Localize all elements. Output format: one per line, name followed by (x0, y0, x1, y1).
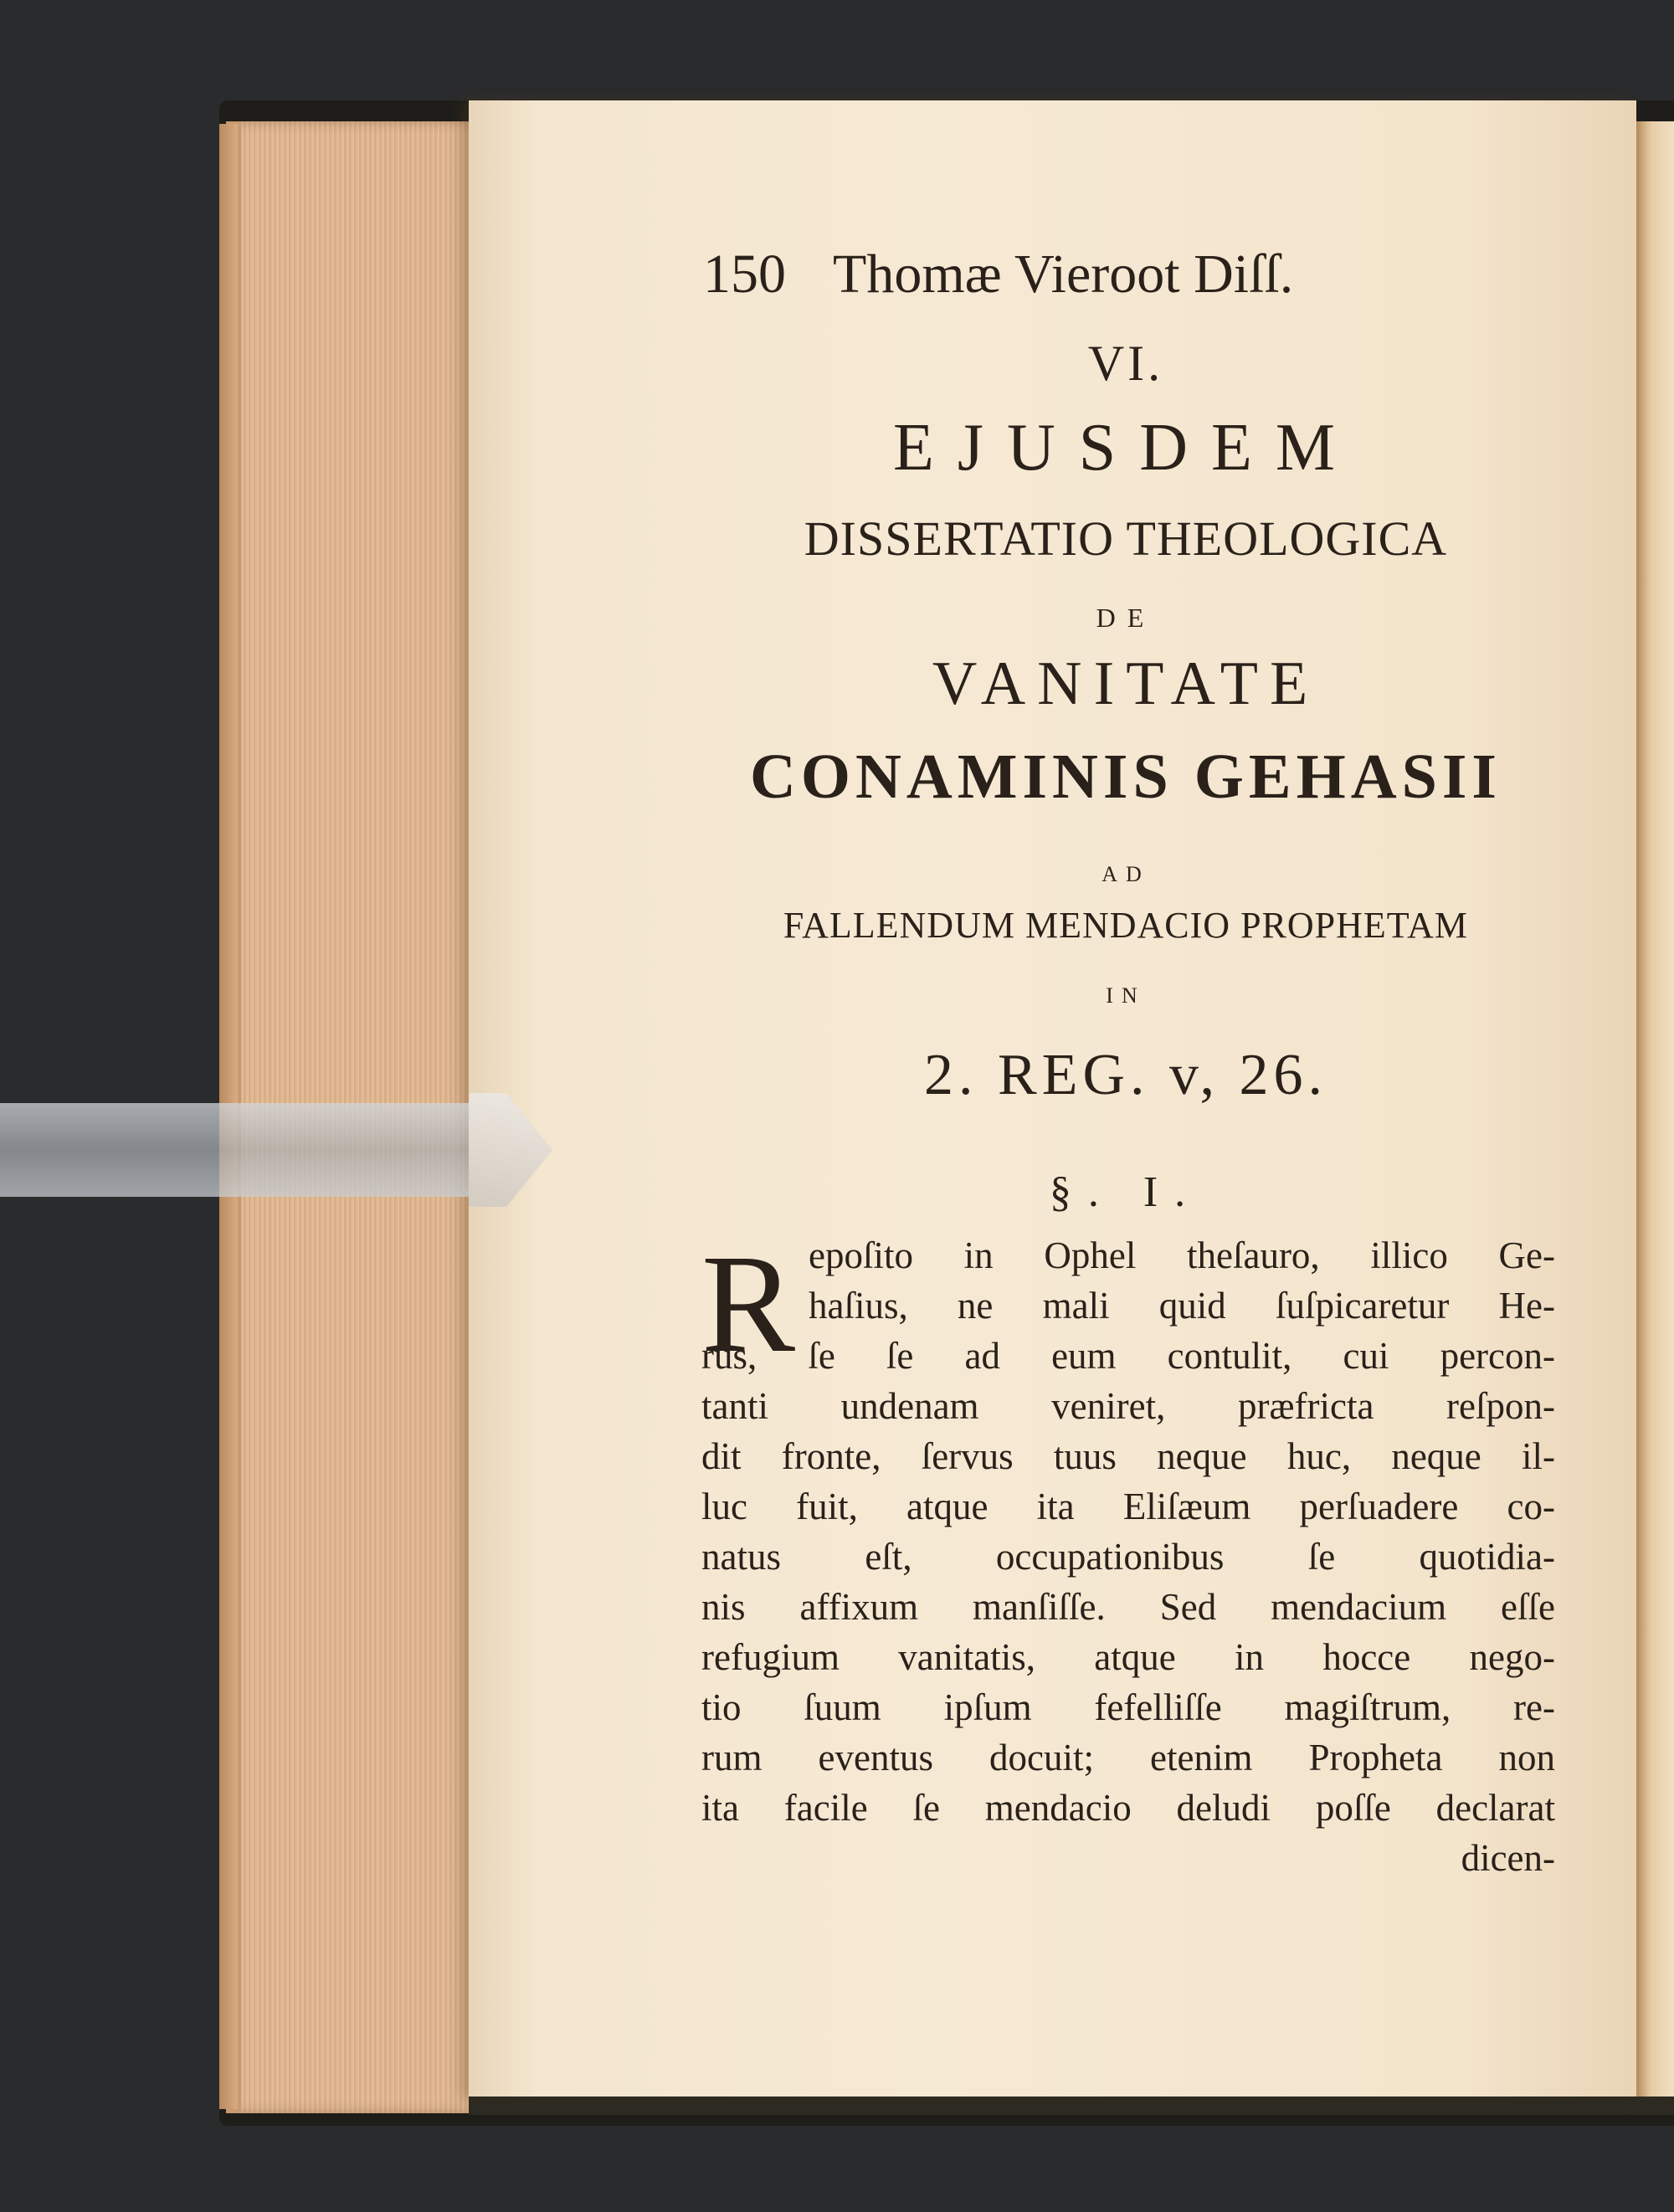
body-line: dit fronte, ſervus tuus neque huc, neque il- (701, 1435, 1555, 1477)
title-fallendum: FALLENDUM MENDACIO PROPHETAM (783, 905, 1469, 946)
book-bottom-edge (469, 2097, 1674, 2115)
body-line: refugium vanitatis, atque in hocce nego- (701, 1636, 1555, 1678)
running-title: Thomæ Vieroot Diſſ. (833, 244, 1294, 305)
body-line: haſius, ne mali quid ſuſpicaretur He- (809, 1285, 1555, 1327)
body-line: tanti undenam veniret, præfricta reſpon- (701, 1385, 1555, 1427)
drop-cap: R (701, 1226, 796, 1382)
title-ad: AD (1101, 862, 1150, 886)
title-conaminis: CONAMINIS GEHASII (749, 742, 1502, 812)
bookmark-strip (0, 1103, 469, 1197)
title-de: DE (1096, 603, 1156, 633)
running-head (703, 243, 1440, 306)
body-line: rus, ſe ſe ad eum contulit, cui percon- (701, 1335, 1555, 1377)
page-number: 150 (703, 244, 786, 305)
title-dissertatio: DISSERTATIO THEOLOGICA (804, 511, 1448, 566)
scripture-reference: 2. REG. v, 26. (924, 1043, 1327, 1107)
body-line: tio ſuum ipſum fefelliſſe magiſtrum, re- (701, 1686, 1555, 1728)
body-line: epoſito in Ophel theſauro, illico Ge- (809, 1234, 1555, 1276)
title-in: IN (1106, 983, 1146, 1008)
body-line: ita facile ſe mendacio deludi poſſe declarat (701, 1787, 1555, 1829)
body-line: natus eſt, occupationibus ſe quotidia- (701, 1536, 1555, 1578)
facing-page-edge (1636, 121, 1674, 2097)
body-line: nis affixum manſiſſe. Sed mendacium eſſe (701, 1586, 1555, 1628)
section-mark: §. I. (1049, 1168, 1203, 1216)
body-line: rum eventus docuit; etenim Propheta non (701, 1737, 1555, 1778)
title-ejusdem: EJUSDEM (892, 411, 1359, 485)
catchword: dicen- (1461, 1837, 1555, 1879)
body-line: luc fuit, atque ita Eliſæum perſuadere co- (701, 1486, 1555, 1527)
title-vanitate: VANITATE (932, 649, 1320, 718)
chapter-numeral: VI. (1087, 336, 1164, 391)
